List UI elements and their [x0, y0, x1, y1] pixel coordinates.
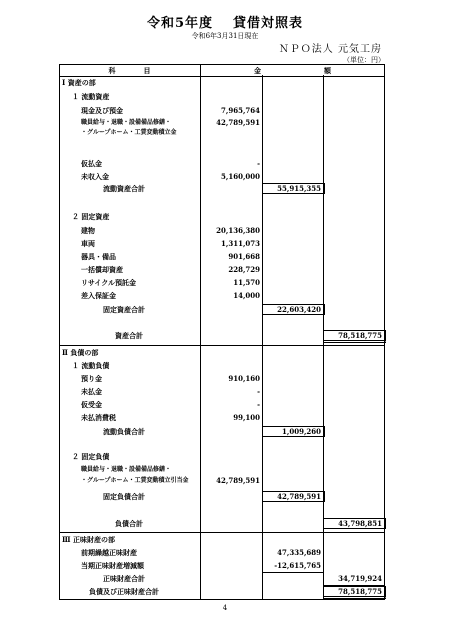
cash-label: 現金及び預金 — [81, 106, 123, 115]
current-liabilities-total-value: 1,009,260 — [282, 427, 321, 436]
fixed-liabilities-heading: ２ 固定負債 — [72, 452, 110, 461]
fixed-assets-total-value: 22,603,420 — [277, 305, 321, 314]
allowance-label-1: 職員給与・退職・設備備品修繕・ — [81, 466, 172, 473]
liabilities-section-divider — [59, 532, 385, 533]
receivable-value: 5,160,000 — [221, 172, 260, 181]
fixed-liabilities-total-label: 固定負債合計 — [103, 492, 145, 501]
balance-sheet-table — [59, 64, 385, 600]
allowance-value: 42,789,591 — [216, 476, 260, 485]
withheld-value: 910,160 — [228, 374, 260, 383]
recycle-label: リサイクル預託金 — [81, 278, 137, 287]
vehicle-label: 車両 — [81, 239, 95, 248]
guarantee-label: 差入保証金 — [81, 291, 116, 300]
fixed-liabilities-total-value: 42,789,591 — [277, 492, 321, 501]
grand-total-label: 負債及び正味財産合計 — [89, 587, 159, 596]
equipment-value: 901,668 — [228, 252, 260, 261]
fiscal-year: 令和5年度 — [146, 16, 214, 31]
cash-value: 7,965,764 — [221, 106, 260, 115]
current-assets-total-label: 流動資産合計 — [103, 184, 145, 193]
col-line-2 — [262, 75, 263, 600]
advance-received-value: - — [257, 400, 260, 409]
current-assets-heading: １ 流動資産 — [72, 92, 110, 101]
suspense-value: - — [257, 159, 260, 168]
allowance-label-2: ・グループホーム・工賃変動積立引当金 — [81, 477, 189, 484]
net-change-label: 当期正味財産増減額 — [81, 561, 144, 570]
withheld-label: 預り金 — [81, 374, 102, 383]
page-number: 4 — [222, 604, 228, 612]
prev-net-assets-value: 47,335,689 — [277, 548, 321, 557]
payable-value: - — [257, 387, 260, 396]
border-bottom — [59, 599, 385, 600]
deposit-label-1: 職員給与・退職・設備備品修繕・ — [81, 119, 172, 126]
guarantee-value: 14,000 — [233, 291, 260, 300]
net-change-underline — [262, 572, 323, 573]
section-liabilities: Ⅱ 負債の部 — [62, 348, 99, 357]
as-of-date: 令和6年3月31日現在 — [191, 32, 259, 40]
prev-net-assets-label: 前期繰越正味財産 — [81, 548, 137, 557]
section-net-assets: Ⅲ 正味財産の部 — [62, 535, 115, 544]
building-value: 20,136,380 — [216, 226, 260, 235]
lump-depreciation-label: 一括償却資産 — [81, 265, 123, 274]
unit-label: （単位：円） — [343, 56, 385, 64]
current-liabilities-heading: １ 流動負債 — [72, 361, 110, 370]
building-label: 建物 — [81, 226, 95, 235]
assets-total-value: 78,518,775 — [338, 331, 382, 340]
current-assets-total-value: 55,915,355 — [277, 184, 321, 193]
col-line-1 — [200, 64, 201, 600]
assets-section-divider — [59, 345, 385, 346]
equipment-label: 器具・備品 — [81, 252, 116, 261]
document-title — [0, 12, 450, 31]
table-header — [59, 64, 385, 77]
fixed-assets-total-label: 固定資産合計 — [103, 305, 145, 314]
payable-label: 未払金 — [81, 387, 102, 396]
grand-total-value: 78,518,775 — [338, 587, 382, 596]
liabilities-total-label: 負債合計 — [115, 519, 143, 528]
deposit-value: 42,789,591 — [216, 118, 260, 127]
consumption-tax-value: 99,100 — [233, 413, 260, 422]
net-assets-total-label: 正味財産合計 — [103, 574, 145, 583]
fixed-assets-heading: ２ 固定資産 — [72, 212, 110, 221]
statement-name: 貸借対照表 — [233, 16, 304, 31]
net-change-value: -12,615,765 — [274, 561, 321, 570]
section-assets: Ⅰ 資産の部 — [62, 78, 96, 87]
assets-total-label: 資産合計 — [115, 331, 143, 340]
consumption-tax-label: 未払消費税 — [81, 413, 116, 422]
deposit-label-2: ・グループホーム・工賃変動積立金 — [81, 129, 177, 136]
suspense-label: 仮払金 — [81, 159, 102, 168]
receivable-label: 未収入金 — [81, 172, 109, 181]
organization-name: ＮＰＯ法人 元気工房 — [278, 44, 382, 55]
net-assets-total-value: 34,719,924 — [338, 574, 382, 583]
liabilities-total-value: 43,798,851 — [338, 519, 382, 528]
vehicle-value: 1,311,073 — [221, 239, 260, 248]
advance-received-label: 仮受金 — [81, 400, 102, 409]
lump-depreciation-value: 228,729 — [228, 265, 260, 274]
current-liabilities-total-label: 流動負債合計 — [103, 427, 145, 436]
header-item: 科 目 — [108, 66, 151, 75]
recycle-value: 11,570 — [233, 278, 260, 287]
header-amount: 金 額 — [254, 66, 331, 75]
border-left — [59, 64, 60, 600]
